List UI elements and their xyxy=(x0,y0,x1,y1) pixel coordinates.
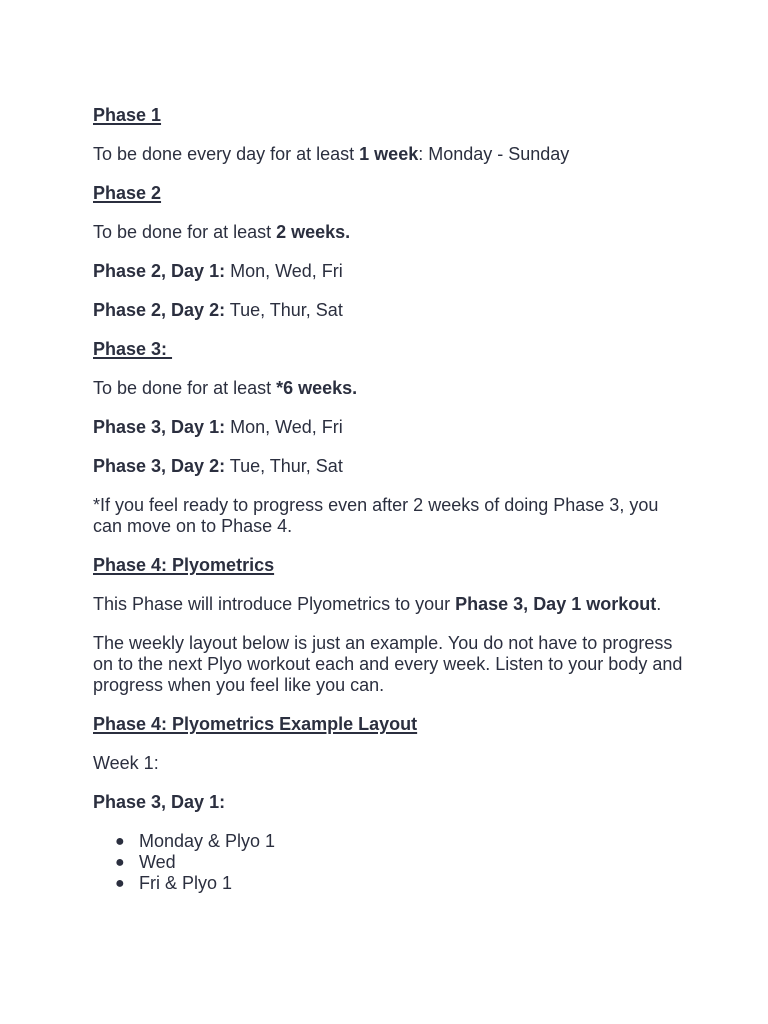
bullet-icon: ● xyxy=(115,833,125,850)
phase2-duration: 2 weeks. xyxy=(276,222,351,242)
phase3-day1-label: Phase 3, Day 1: xyxy=(93,417,226,437)
list-item-text: Fri & Plyo 1 xyxy=(139,873,233,893)
phase2-text-pre: To be done for at least xyxy=(93,222,277,242)
phase3-day2-label: Phase 3, Day 2: xyxy=(93,456,226,476)
phase4-intro-post: . xyxy=(656,594,662,614)
list-item-text: Wed xyxy=(139,852,176,872)
phase3-day1 xyxy=(93,417,683,438)
phase2-day2-label: Phase 2, Day 2: xyxy=(93,300,226,320)
phase3-day1-days: Mon, Wed, Fri xyxy=(225,417,343,437)
phase2-heading: Phase 2 xyxy=(93,183,162,203)
list-item xyxy=(115,831,683,852)
week-label: Week 1: xyxy=(93,753,159,773)
phase3-progress-note: *If you feel ready to progress even after 2 weeks of doing Phase 3, you can move on to Phase 4. xyxy=(93,495,659,536)
example-day-label-text: Phase 3, Day 1: xyxy=(93,792,226,812)
phase1-duration: 1 week xyxy=(359,144,419,164)
phase4-layout-note: The weekly layout below is just an example. You do not have to progress on to the next Plyo workout each and every week. Listen to your body and progress when you feel like you can. xyxy=(93,633,683,695)
phase3-description xyxy=(93,378,683,399)
phase3-day2-days: Tue, Thur, Sat xyxy=(225,456,343,476)
phase3-heading: Phase 3: xyxy=(93,339,173,359)
phase1-text-post: : Monday - Sunday xyxy=(418,144,570,164)
phase1-heading: Phase 1 xyxy=(93,105,162,125)
phase4-intro-workout: Phase 3, Day 1 workout xyxy=(455,594,657,614)
example-day-list xyxy=(93,831,683,894)
phase2-day1-days: Mon, Wed, Fri xyxy=(225,261,343,281)
list-item-text: Monday & Plyo 1 xyxy=(139,831,276,851)
phase2-day2 xyxy=(93,300,683,321)
example-layout-heading: Phase 4: Plyometrics Example Layout xyxy=(93,714,418,734)
phase2-description xyxy=(93,222,683,243)
phase1-text-pre: To be done every day for at least xyxy=(93,144,360,164)
bullet-icon: ● xyxy=(115,854,125,871)
phase2-day1 xyxy=(93,261,683,282)
example-day-label xyxy=(93,792,683,813)
phase2-day1-label: Phase 2, Day 1: xyxy=(93,261,226,281)
document-page xyxy=(93,105,683,894)
phase3-duration: *6 weeks. xyxy=(276,378,358,398)
phase3-text-pre: To be done for at least xyxy=(93,378,277,398)
phase4-intro-pre: This Phase will introduce Plyometrics to your xyxy=(93,594,456,614)
phase2-day2-days: Tue, Thur, Sat xyxy=(225,300,343,320)
list-item xyxy=(115,873,683,894)
phase4-heading: Phase 4: Plyometrics xyxy=(93,555,275,575)
phase3-day2 xyxy=(93,456,683,477)
list-item xyxy=(115,852,683,873)
phase1-description xyxy=(93,144,683,165)
bullet-icon: ● xyxy=(115,875,125,892)
phase4-intro xyxy=(93,594,683,615)
